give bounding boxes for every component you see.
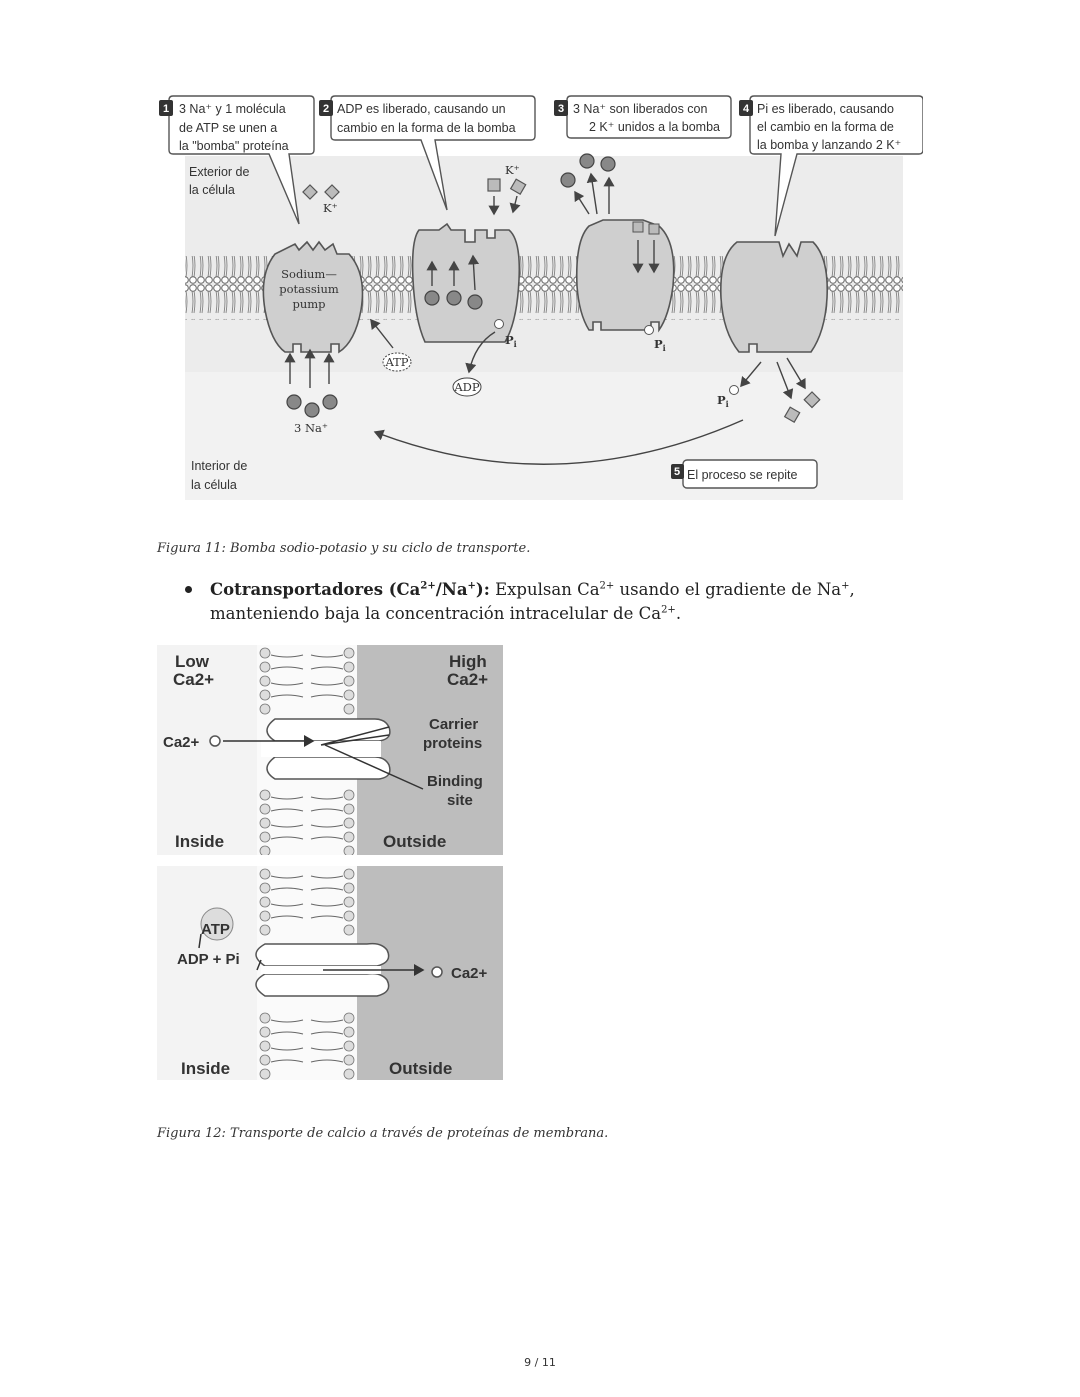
- interior-label-1: Interior de: [191, 459, 248, 473]
- pump-label-1: Sodium—: [281, 267, 337, 281]
- callout-step-5: [671, 460, 817, 488]
- step-5-num: 5: [673, 466, 681, 478]
- adp-pi-label: ADP + Pi: [177, 951, 240, 968]
- adp-icon: [453, 378, 481, 396]
- step-4-line-3: la bomba y lanzando 2 K⁺: [757, 138, 902, 152]
- svg-text:pump: [292, 297, 325, 311]
- figure-12-caption: Figura 12: Transporte de calcio a través de proteínas de membrana.: [157, 1126, 609, 1141]
- step-4-line-2: el cambio en la forma de: [757, 120, 894, 134]
- step-2-num: 2: [322, 103, 330, 115]
- svg-text:3 Na⁺ y 1 molécula: [179, 102, 286, 116]
- high-label-2: Ca2+: [447, 670, 489, 689]
- atp-label-fig12: ATP: [201, 921, 230, 938]
- step-1-num: 1: [162, 103, 170, 115]
- step-1-line-1: 3 Na⁺ y 1 molécula: [179, 102, 286, 116]
- pump-4: [721, 242, 827, 352]
- pi-label-1: P: [505, 333, 514, 347]
- adp-label: ADP: [454, 380, 480, 394]
- step-1-line-3: la "bomba" proteína: [179, 139, 289, 153]
- calcium-carrier-figure-top: [157, 645, 503, 855]
- pi-sub-1: i: [513, 339, 517, 349]
- svg-text:Sodium—: [281, 267, 337, 281]
- step-3-line-2: 2 K⁺ unidos a la bomba: [589, 120, 720, 134]
- binding-label-2: site: [447, 792, 473, 809]
- bullet-term: Cotransportadores $(Ca^{2+}/Na^+)$:: [210, 580, 490, 599]
- svg-text:de ATP se unen a: [179, 121, 277, 135]
- step-1-line-2: de ATP se unen a: [179, 121, 278, 135]
- step-3-line-1: 3 Na⁺ son liberados con: [573, 102, 708, 116]
- svg-text:ADP es liberado, causando un: [337, 102, 506, 116]
- svg-text:cambio en la forma de la bomba: [337, 121, 516, 135]
- pi-sub-3: i: [725, 399, 729, 409]
- ca-label-bottom: Ca2+: [451, 965, 488, 982]
- pi-label-3: P: [717, 393, 726, 407]
- page-number: 9 / 11: [524, 1356, 556, 1369]
- ca-label-top: Ca2+: [163, 734, 200, 751]
- calcium-carrier-figure-bottom: [157, 866, 503, 1080]
- outside-label-top: Outside: [383, 832, 447, 851]
- step-4-line-1: Pi es liberado, causando: [757, 102, 894, 116]
- svg-text:3 Na⁺ son liberados con: [573, 102, 708, 116]
- pi-sub-2: i: [662, 343, 666, 353]
- inside-label-top: Inside: [175, 832, 225, 851]
- svg-text:la célula: [191, 478, 237, 492]
- bullet-text-1: Expulsan Ca: [489, 580, 600, 599]
- k-label-2: K⁺: [505, 163, 520, 177]
- exterior-label-2: la célula: [189, 183, 235, 197]
- bullet-dot: [185, 586, 192, 593]
- step-2-line-2: cambio en la forma de la bomba: [337, 121, 516, 135]
- figure-11-caption: Figura 11: Bomba sodio-potasio y su ciclo de transporte.: [157, 541, 531, 556]
- svg-text:el cambio en la forma de: [757, 120, 894, 134]
- pump-label-3: pump: [292, 297, 326, 311]
- outside-label-bottom: Outside: [389, 1059, 453, 1078]
- carrier-proteins-top: [261, 719, 390, 779]
- pump-label-2: potassium: [279, 282, 339, 296]
- binding-label-1: Binding: [427, 773, 483, 790]
- interior-label-2: la célula: [191, 478, 237, 492]
- bullet-cotransportadores: Cotransportadores $(Ca^{2+}/Na^+)$: Expulsan $Ca^{2+}$ usando el gradiente de Na+, manteniendo baja la concentración intracelular de $Ca^{2+}$.: [185, 578, 885, 626]
- carrier-label-1: Carrier: [429, 716, 479, 733]
- step-5-text: El proceso se repite: [687, 468, 798, 482]
- pump-3: [577, 220, 674, 330]
- pi-label-2: P: [654, 337, 663, 351]
- low-label-1: Low: [175, 652, 209, 671]
- bullet-text-2: usando el gradiente de Na: [614, 580, 842, 599]
- k-label-1: K⁺: [323, 201, 338, 215]
- pump-1: [263, 242, 362, 352]
- sodium-potassium-pump-figure: [157, 92, 923, 500]
- svg-text:Pi es liberado, causando: [757, 102, 894, 116]
- svg-text:Interior de: [191, 459, 247, 473]
- atp-icon: [383, 353, 411, 371]
- svg-text:la bomba y lanzando 2 K⁺: [757, 138, 901, 152]
- atp-label: ATP: [385, 355, 409, 369]
- bullet-line-2: manteniendo baja la concentración intracelular de Ca: [210, 604, 662, 623]
- step-3-num: 3: [557, 103, 565, 115]
- carrier-label-2: proteins: [423, 735, 483, 752]
- step-4-num: 4: [742, 103, 750, 115]
- svg-text:la célula: [189, 183, 235, 197]
- exterior-label-1: Exterior de: [189, 165, 250, 179]
- inside-label-bottom: Inside: [181, 1059, 231, 1078]
- svg-text:Exterior de: [189, 165, 249, 179]
- svg-text:2 K⁺ unidos a la bomba: [589, 120, 720, 134]
- callout-step-3: [554, 96, 731, 138]
- high-label-1: High: [449, 652, 487, 671]
- svg-text:la "bomba" proteína: [179, 139, 289, 153]
- svg-text:potassium: [279, 282, 339, 296]
- low-label-2: Ca2+: [173, 670, 215, 689]
- step-2-line-1: ADP es liberado, causando un: [337, 102, 506, 116]
- na-label: 3 Na⁺: [294, 421, 328, 435]
